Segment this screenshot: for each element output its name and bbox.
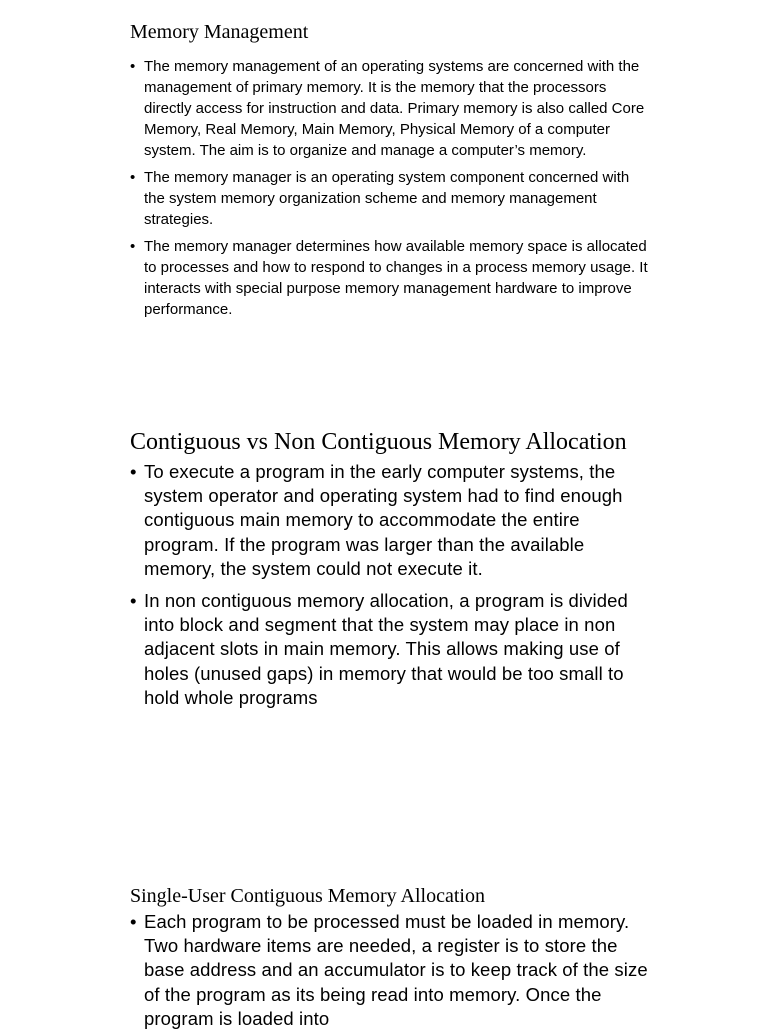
bullet-item bbox=[130, 589, 650, 710]
slide-single-user-allocation bbox=[130, 882, 650, 1031]
bullet-icon: • bbox=[130, 238, 136, 255]
bullet-icon: • bbox=[130, 911, 137, 932]
slide-title: Contiguous vs Non Contiguous Memory Allocation bbox=[130, 429, 627, 455]
bullet-item bbox=[130, 236, 650, 320]
bullet-icon: • bbox=[130, 461, 137, 482]
bullet-item bbox=[130, 460, 650, 581]
bullet-icon: • bbox=[130, 590, 137, 612]
bullet-text: Each program to be processed must be loaded in memory. Two hardware items are needed, a register is to store the base address and an accumulator is to keep track of the size of the program as its being read into memory. Once the program is loaded into bbox=[144, 911, 648, 1029]
bullet-list bbox=[130, 460, 650, 710]
bullet-icon: • bbox=[130, 58, 136, 75]
slide-title: Single-User Contiguous Memory Allocation bbox=[130, 885, 485, 907]
bullet-icon: • bbox=[130, 169, 136, 186]
slide-memory-management bbox=[130, 18, 650, 326]
bullet-text: The memory manager determines how available memory space is allocated to processes and how to respond to changes in a process memory usage. It interacts with special purpose memory management hardware to improve performance. bbox=[144, 238, 648, 318]
bullet-text: In non contiguous memory allocation, a program is divided into block and segment that the system may place in non adjacent slots in main memory. This allows making use of holes (unused gaps) in memory that would be too small to hold whole programs bbox=[144, 590, 628, 708]
bullet-text: The memory management of an operating systems are concerned with the management of primary memory. It is the memory that the processors directly access for instruction and data. Primary memory is also called Core Memory, Real Memory, Main Memory, Physical Memory of a computer system. The aim is to organize and manage a computer’s memory. bbox=[144, 58, 645, 159]
slide-title: Memory Management bbox=[130, 21, 309, 43]
bullet-list bbox=[130, 56, 650, 320]
slide-contiguous-vs-noncontiguous bbox=[130, 428, 650, 718]
bullet-item bbox=[130, 910, 650, 1031]
bullet-list bbox=[130, 910, 650, 1031]
bullet-item bbox=[130, 167, 650, 230]
bullet-item bbox=[130, 56, 650, 161]
bullet-text: The memory manager is an operating system component concerned with the system memory organization scheme and memory management strategies. bbox=[144, 169, 630, 228]
bullet-text: To execute a program in the early computer systems, the system operator and operating system had to find enough contiguous main memory to accommodate the entire program. If the program was larger than the available memory, the system could not execute it. bbox=[144, 461, 623, 579]
